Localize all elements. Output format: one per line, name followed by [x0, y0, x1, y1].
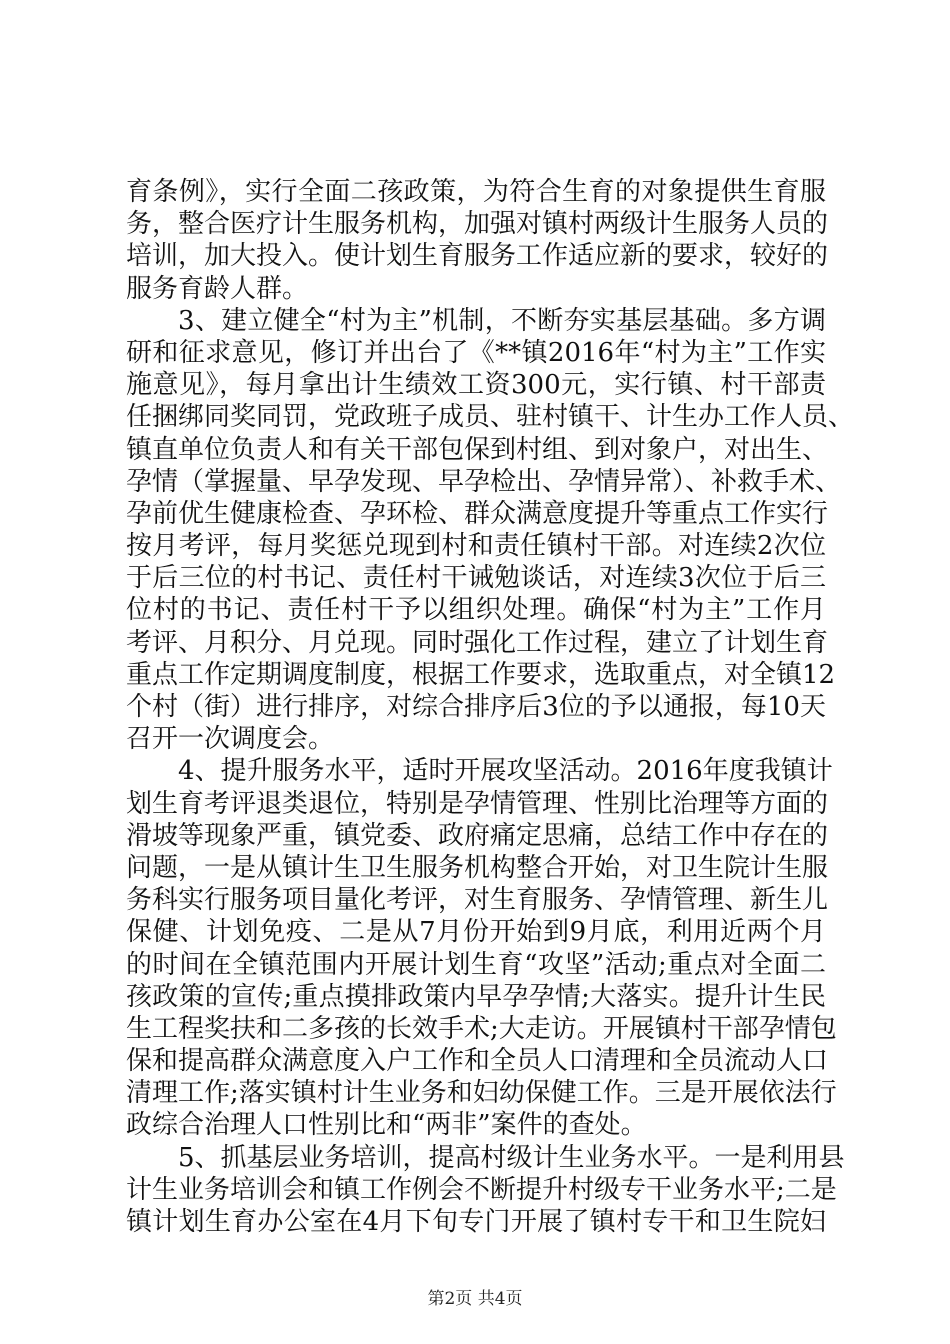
text-line: 服务育龄人群。 [126, 273, 309, 304]
text-line: 镇计划生育办公室在4月下旬专门开展了镇村专干和卫生院妇 [126, 1207, 826, 1237]
paragraph-1 [126, 176, 829, 305]
body-text [126, 176, 855, 1238]
text-line: 孩政策的宣传;重点摸排政策内早孕孕情;大落实。提升计生民 [126, 981, 826, 1012]
text-line: 问题，一是从镇计生卫生服务机构整合开始，对卫生院计生服 [126, 852, 829, 883]
text-line: 5、抓基层业务培训，提高村级计生业务水平。一是利用县 [178, 1142, 845, 1173]
text-line: 施意见》，每月拿出计生绩效工资300元，实行镇、村干部责 [126, 370, 826, 401]
text-line: 按月考评，每月奖惩兑现到村和责任镇村干部。对连续2次位 [126, 531, 826, 562]
text-line: 考评、月积分、月兑现。同时强化工作过程，建立了计划生育 [126, 627, 829, 658]
text-line: 孕情（掌握量、早孕发现、早孕检出、孕情异常）、补救手术、 [126, 466, 842, 497]
text-line: 务科实行服务项目量化考评，对生育服务、孕情管理、新生儿 [126, 885, 829, 916]
text-line: 清理工作;落实镇村计生业务和妇幼保健工作。三是开展依法行 [126, 1078, 837, 1109]
text-line: 务，整合医疗计生服务机构，加强对镇村两级计生服务人员的 [126, 209, 829, 240]
text-line: 位村的书记、责任村干予以组织处理。确保“村为主”工作月 [126, 595, 826, 626]
text-line: 育条例》，实行全面二孩政策，为符合生育的对象提供生育服 [126, 177, 826, 207]
text-line: 政综合治理人口性别比和“两非”案件的查处。 [126, 1110, 647, 1141]
text-line: 培训，加大投入。使计划生育服务工作适应新的要求，较好的 [126, 241, 829, 272]
text-line: 滑坡等现象严重，镇党委、政府痛定思痛，总结工作中存在的 [126, 820, 829, 851]
text-line: 召开一次调度会。 [126, 724, 335, 755]
text-line: 保健、计划免疫、二是从7月份开始到9月底，利用近两个月 [126, 917, 826, 948]
text-line: 镇直单位负责人和有关干部包保到村组、到对象户，对出生、 [126, 434, 829, 465]
text-line: 孕前优生健康检查、孕环检、群众满意度提升等重点工作实行 [126, 498, 829, 529]
text-line: 3、建立健全“村为主”机制，不断夯实基层基础。多方调 [178, 305, 826, 336]
text-line: 研和征求意见，修订并出台了《**镇2016年“村为主”工作实 [126, 337, 826, 368]
text-line: 生工程奖扶和二多孩的长效手术;大走访。开展镇村干部孕情包 [126, 1013, 837, 1044]
page-number-footer: 第2页 共4页 [427, 1289, 523, 1309]
text-line: 个村（街）进行排序，对综合排序后3位的予以通报，每10天 [126, 692, 826, 722]
text-line: 保和提高群众满意度入户工作和全员人口清理和全员流动人口 [126, 1046, 829, 1077]
text-line: 计生业务培训会和镇工作例会不断提升村级专干业务水平;二是 [126, 1174, 837, 1205]
text-line: 任捆绑同奖同罚，党政班子成员、驻村镇干、计生办工作人员、 [126, 402, 855, 433]
paragraph-4 [126, 1142, 845, 1239]
text-line: 的时间在全镇范围内开展计划生育“攻坚”活动;重点对全面二 [126, 949, 826, 980]
text-line: 重点工作定期调度制度，根据工作要求，选取重点，对全镇12 [126, 659, 836, 690]
text-line: 4、提升服务水平，适时开展攻坚活动。2016年度我镇计 [178, 756, 833, 787]
paragraph-2 [126, 305, 855, 756]
text-line: 划生育考评退类退位，特别是孕情管理、性别比治理等方面的 [126, 788, 829, 819]
text-line: 于后三位的村书记、责任村干诫勉谈话，对连续3次位于后三 [126, 563, 826, 594]
paragraph-3 [126, 755, 837, 1141]
